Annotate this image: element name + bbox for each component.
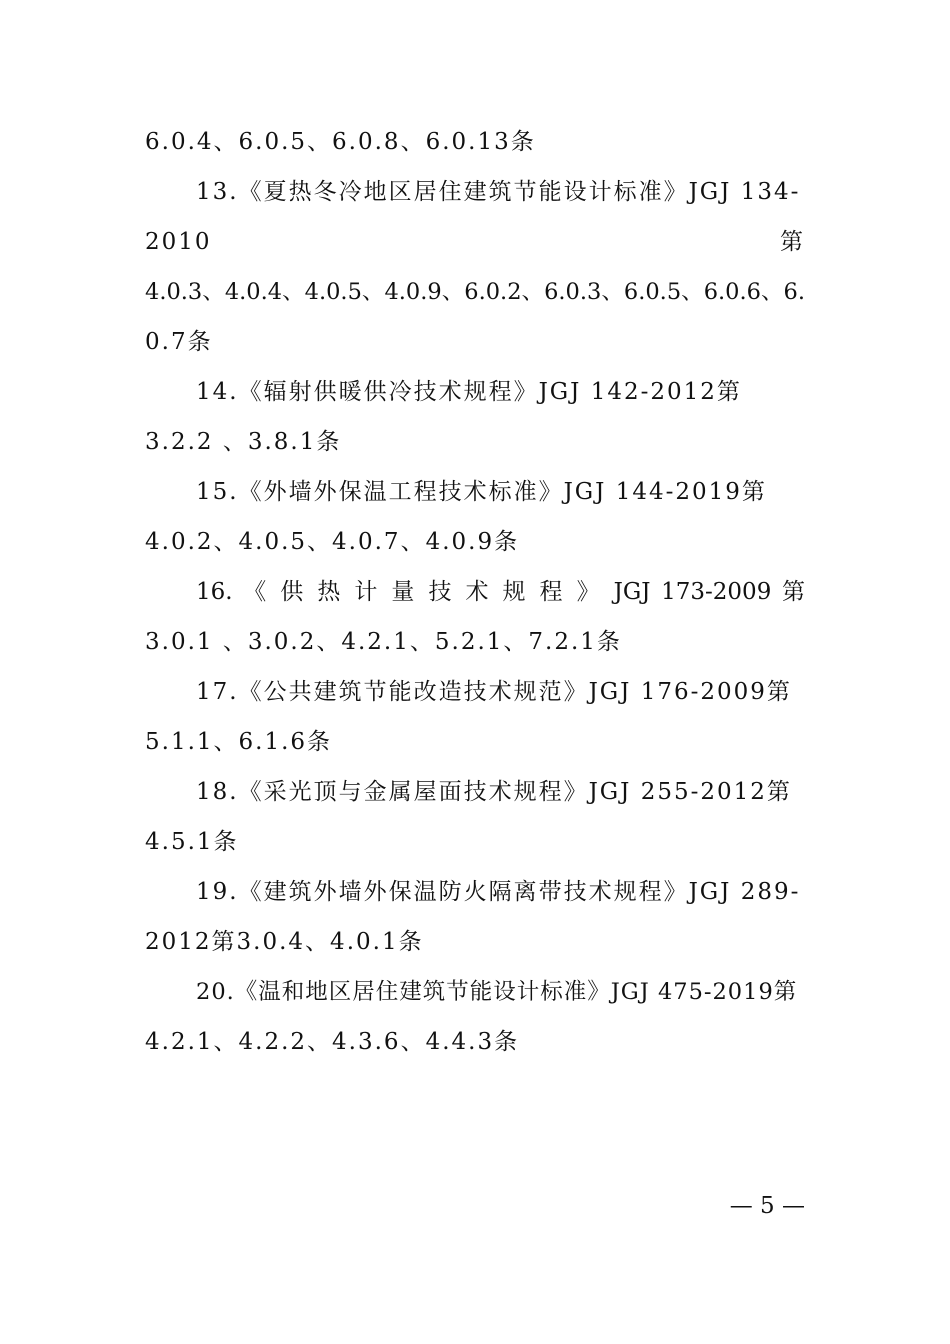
text-line: 0.7条 [145,329,213,355]
text-line: 4.0.2、4.0.5、4.0.7、4.0.9条 [145,529,520,555]
list-item-19: 19.《建筑外墙外保温防火隔离带技术规程》JGJ 289- [196,879,801,905]
text-line: 3.2.2 、3.8.1条 [145,429,342,455]
list-item-17: 17.《公共建筑节能改造技术规范》JGJ 176-2009第 [196,679,792,705]
text-fragment-right: 第 [780,229,805,255]
list-item-20: 20.《温和地区居住建筑节能设计标准》JGJ 475-2019第 [196,979,798,1005]
list-item-16: 16. 《 供 热 计 量 技 术 规 程 》 JGJ 173-2009 第 [196,579,805,605]
text-line: 3.0.1 、3.0.2、4.2.1、5.2.1、7.2.1条 [145,629,622,655]
text-line: 4.5.1条 [145,829,239,855]
text-line: 6.0.4、6.0.5、6.0.8、6.0.13条 [145,129,536,155]
text-fragment-left: 2010 [145,229,212,255]
text-line: 2012第3.0.4、4.0.1条 [145,929,424,955]
list-item-18: 18.《采光顶与金属屋面技术规程》JGJ 255-2012第 [196,779,792,805]
text-line-split [145,222,805,262]
list-item-14: 14.《辐射供暖供冷技术规程》JGJ 142-2012第 [196,379,742,405]
text-line: 4.0.3、4.0.4、4.0.5、4.0.9、6.0.2、6.0.3、6.0.5、6.0.6、6. [145,279,805,305]
page-number: — 5 — [729,1193,805,1219]
list-item-13: 13.《夏热冬冷地区居住建筑节能设计标准》JGJ 134- [196,179,801,205]
list-item-15: 15.《外墙外保温工程技术标准》JGJ 144-2019第 [196,479,767,505]
text-line: 5.1.1、6.1.6条 [145,729,333,755]
text-line: 4.2.1、4.2.2、4.3.6、4.4.3条 [145,1029,520,1055]
